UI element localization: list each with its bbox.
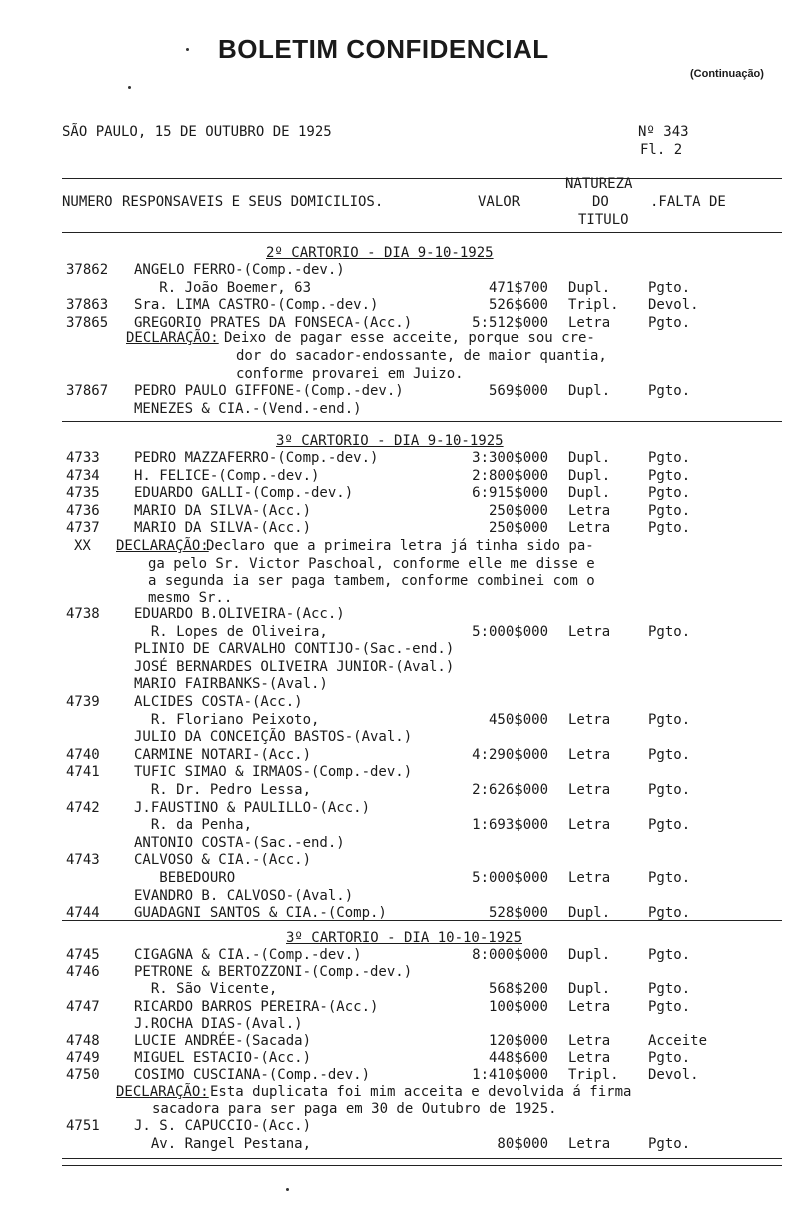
row-responsible: R. Lopes de Oliveira, — [134, 623, 328, 640]
row-title-kind: Letra — [568, 502, 611, 519]
row-value: 569$000 — [488, 383, 548, 399]
row-responsible: MENEZES & CIA.-(Vend.-end.) — [134, 401, 362, 417]
row-value: 2:626$000 — [472, 782, 548, 798]
sheet-number: Fl. 2 — [640, 142, 683, 158]
row-fault: Pgto. — [648, 746, 691, 763]
row-fault: Pgto. — [648, 623, 691, 640]
row-responsible: CARMINE NOTARI-(Acc.) — [134, 746, 312, 763]
row-responsible: PETRONE & BERTOZZONI-(Comp.-dev.) — [134, 964, 413, 981]
row-fault: Acceite — [648, 1033, 708, 1049]
col-responsaveis: RESPONSAVEIS E SEUS DOMICILIOS. — [122, 194, 384, 210]
row-value: 250$000 — [488, 520, 548, 536]
row-value: 1:410$000 — [472, 1067, 548, 1084]
section-rule — [62, 920, 782, 921]
row-title-kind: Letra — [568, 782, 611, 798]
row-title-kind: Letra — [568, 1033, 611, 1049]
row-responsible: MARIO FAIRBANKS-(Aval.) — [134, 676, 328, 693]
declaration-line: dor do sacador-endossante, de maior quantia, — [236, 348, 607, 364]
row-number: 4747 — [66, 998, 100, 1015]
row-title-kind: Letra — [568, 520, 611, 536]
row-value: 120$000 — [488, 1033, 548, 1049]
row-number: 37865 — [66, 314, 109, 331]
row-number: 4749 — [66, 1050, 100, 1067]
row-fault: Pgto. — [648, 1136, 691, 1152]
row-responsible: J.ROCHA DIAS-(Aval.) — [134, 1015, 303, 1032]
row-responsible: MIGUEL ESTACIO-(Acc.) — [134, 1050, 312, 1067]
row-value: 5:000$000 — [472, 623, 548, 640]
declaration-line: sacadora para ser paga em 30 de Outubro de 1925. — [152, 1101, 557, 1117]
row-number: 37863 — [66, 297, 109, 313]
section-title: 2º CARTORIO - DIA 9-10-1925 — [266, 245, 494, 261]
row-title-kind: Letra — [568, 817, 611, 834]
row-title-kind: Dupl. — [568, 383, 611, 399]
row-fault: Pgto. — [648, 870, 691, 886]
header-rule-bottom — [62, 232, 782, 233]
row-fault: Pgto. — [648, 383, 691, 399]
row-fault: Pgto. — [648, 998, 691, 1015]
row-responsible: EDUARDO B.OLIVEIRA-(Acc.) — [134, 606, 345, 622]
row-value: 5:512$000 — [472, 314, 548, 331]
row-value: 448$600 — [488, 1050, 548, 1067]
col-natureza-1: NATUREZA — [565, 176, 633, 192]
row-number: 4736 — [66, 502, 100, 519]
declaration-label: DECLARAÇÃO: — [126, 330, 219, 346]
declaration-line: Esta duplicata foi mim acceita e devolvida á firma — [210, 1084, 632, 1100]
declaration-line: Deixo de pagar esse acceite, porque sou cre- — [224, 330, 595, 346]
row-title-kind: Letra — [568, 711, 611, 728]
bulletin-number: Nº 343 — [638, 124, 689, 140]
declaration-line: ga pelo Sr. Victor Paschoal, conforme elle me disse e — [148, 556, 595, 572]
row-responsible: PLINIO DE CARVALHO CONTIJO-(Sac.-end.) — [134, 641, 455, 658]
col-natureza-3: TITULO — [578, 212, 629, 228]
row-responsible: J. S. CAPUCCIO-(Acc.) — [134, 1118, 312, 1134]
document-title: BOLETIM CONFIDENCIAL — [218, 34, 549, 64]
row-fault: Pgto. — [648, 450, 691, 466]
row-responsible: CIGAGNA & CIA.-(Comp.-dev.) — [134, 947, 362, 963]
row-value: 471$700 — [488, 279, 548, 296]
row-value: 6:915$000 — [472, 485, 548, 501]
row-responsible: R. João Boemer, 63 — [134, 279, 312, 296]
row-responsible: BEBEDOURO — [134, 870, 236, 886]
row-number: 4737 — [66, 520, 100, 536]
row-responsible: GUADAGNI SANTOS & CIA.-(Comp.) — [134, 905, 387, 922]
row-value: 100$000 — [488, 998, 548, 1015]
row-number: 4751 — [66, 1118, 100, 1134]
row-title-kind: Dupl. — [568, 905, 611, 922]
row-title-kind: Letra — [568, 1050, 611, 1067]
row-title-kind: Letra — [568, 623, 611, 640]
row-title-kind: Dupl. — [568, 279, 611, 296]
row-title-kind: Tripl. — [568, 297, 619, 313]
row-fault: Pgto. — [648, 711, 691, 728]
row-fault: Pgto. — [648, 502, 691, 519]
row-title-kind: Dupl. — [568, 485, 611, 501]
row-number: 4746 — [66, 964, 100, 981]
row-responsible: R. Floriano Peixoto, — [134, 711, 320, 728]
row-responsible: CALVOSO & CIA.-(Acc.) — [134, 852, 312, 869]
row-responsible: J.FAUSTINO & PAULILLO-(Acc.) — [134, 799, 371, 816]
row-title-kind: Letra — [568, 1136, 611, 1152]
row-value: 250$000 — [488, 502, 548, 519]
row-value: 568$200 — [488, 981, 548, 998]
row-responsible: PEDRO MAZZAFERRO-(Comp.-dev.) — [134, 450, 379, 466]
row-responsible: MARIO DA SILVA-(Acc.) — [134, 502, 312, 519]
section-rule — [62, 421, 782, 422]
declaration-label: DECLARAÇÃO: — [116, 1084, 209, 1100]
row-number: 4741 — [66, 764, 100, 781]
row-responsible: ANGELO FERRO-(Comp.-dev.) — [134, 262, 345, 278]
ink-speck — [128, 86, 131, 89]
row-title-kind: Dupl. — [568, 947, 611, 963]
row-value: 526$600 — [488, 297, 548, 313]
continuation-label: (Continuação) — [690, 68, 764, 80]
row-responsible: R. da Penha, — [134, 817, 253, 834]
row-value: 2:800$000 — [472, 467, 548, 484]
section-title: 3º CARTORIO - DIA 9-10-1925 — [276, 433, 504, 449]
row-fault: Pgto. — [648, 905, 691, 922]
row-number: 4739 — [66, 694, 100, 710]
row-title-kind: Dupl. — [568, 467, 611, 484]
row-title-kind: Tripl. — [568, 1067, 619, 1084]
row-responsible: MARIO DA SILVA-(Acc.) — [134, 520, 312, 536]
header-rule-top — [62, 178, 782, 179]
row-value: 528$000 — [488, 905, 548, 922]
row-number: 4738 — [66, 606, 100, 622]
row-title-kind: Dupl. — [568, 450, 611, 466]
row-number: 4745 — [66, 947, 100, 963]
col-falta: .FALTA DE — [650, 194, 726, 210]
row-fault: Pgto. — [648, 520, 691, 536]
ink-speck — [286, 1188, 289, 1191]
row-fault: Devol. — [648, 1067, 699, 1084]
row-number: 4750 — [66, 1067, 100, 1084]
row-fault: Pgto. — [648, 485, 691, 501]
declaration-line: mesmo Sr.. — [148, 590, 233, 606]
declaration-label: DECLARAÇÃO: — [116, 538, 209, 554]
row-value: 4:290$000 — [472, 746, 548, 763]
ink-speck — [186, 48, 189, 51]
footer-rule — [62, 1165, 782, 1166]
row-title-kind: Letra — [568, 314, 611, 331]
row-responsible: JULIO DA CONCEIÇÃO BASTOS-(Aval.) — [134, 729, 413, 746]
row-fault: Pgto. — [648, 817, 691, 834]
col-numero: NUMERO — [62, 194, 113, 210]
row-responsible: GREGORIO PRATES DA FONSECA-(Acc.) — [134, 314, 413, 331]
place-date: SÃO PAULO, 15 DE OUTUBRO DE 1925 — [62, 124, 332, 140]
row-value: 8:000$000 — [472, 947, 548, 963]
row-fault: Pgto. — [648, 981, 691, 998]
declaration-line: a segunda ia ser paga tambem, conforme combinei com o — [148, 573, 595, 589]
row-number: 4742 — [66, 799, 100, 816]
col-natureza-2: DO — [592, 194, 609, 210]
row-responsible: Av. Rangel Pestana, — [134, 1136, 312, 1152]
row-number: 4733 — [66, 450, 100, 466]
row-responsible: EDUARDO GALLI-(Comp.-dev.) — [134, 485, 354, 501]
row-responsible: H. FELICE-(Comp.-dev.) — [134, 467, 320, 484]
row-responsible: TUFIC SIMAO & IRMAOS-(Comp.-dev.) — [134, 764, 413, 781]
row-responsible: RICARDO BARROS PEREIRA-(Acc.) — [134, 998, 379, 1015]
section-title: 3º CARTORIO - DIA 10-10-1925 — [286, 930, 523, 946]
footer-rule — [62, 1158, 782, 1159]
row-value: 3:300$000 — [472, 450, 548, 466]
row-title-kind: Letra — [568, 746, 611, 763]
row-title-kind: Letra — [568, 870, 611, 886]
row-responsible: EVANDRO B. CALVOSO-(Aval.) — [134, 887, 354, 904]
row-number: 4734 — [66, 467, 100, 484]
row-number: 37867 — [66, 383, 109, 399]
row-fault: Pgto. — [648, 782, 691, 798]
row-title-kind: Letra — [568, 998, 611, 1015]
declaration-line: Declaro que a primeira letra já tinha sido pa- — [206, 538, 594, 554]
row-number: 4744 — [66, 905, 100, 922]
declaration-line: conforme provarei em Juizo. — [236, 366, 464, 382]
row-number: 4735 — [66, 485, 100, 501]
row-fault: Devol. — [648, 297, 699, 313]
row-responsible: JOSÉ BERNARDES OLIVEIRA JUNIOR-(Aval.) — [134, 658, 455, 675]
col-valor: VALOR — [478, 194, 521, 210]
row-responsible: Sra. LIMA CASTRO-(Comp.-dev.) — [134, 297, 379, 313]
row-fault: Pgto. — [648, 947, 691, 963]
row-responsible: COSIMO CUSCIANA-(Comp.-dev.) — [134, 1067, 371, 1084]
row-responsible: LUCIE ANDRÉE-(Sacada) — [134, 1033, 312, 1049]
row-title-kind: Dupl. — [568, 981, 611, 998]
row-fault: Pgto. — [648, 314, 691, 331]
row-responsible: PEDRO PAULO GIFFONE-(Comp.-dev.) — [134, 383, 404, 399]
row-responsible: ANTONIO COSTA-(Sac.-end.) — [134, 834, 345, 851]
row-fault: Pgto. — [648, 467, 691, 484]
row-value: 80$000 — [497, 1136, 548, 1152]
row-number: 4748 — [66, 1033, 100, 1049]
row-value: 450$000 — [488, 711, 548, 728]
row-number: 4743 — [66, 852, 100, 869]
row-number: 4740 — [66, 746, 100, 763]
row-responsible: ALCIDES COSTA-(Acc.) — [134, 694, 303, 710]
row-value: 1:693$000 — [472, 817, 548, 834]
declaration-mark: XX — [74, 538, 91, 554]
row-number: 37862 — [66, 262, 109, 278]
row-responsible: R. São Vicente, — [134, 981, 278, 998]
row-responsible: R. Dr. Pedro Lessa, — [134, 782, 312, 798]
row-fault: Pgto. — [648, 1050, 691, 1067]
row-fault: Pgto. — [648, 279, 691, 296]
row-value: 5:000$000 — [472, 870, 548, 886]
